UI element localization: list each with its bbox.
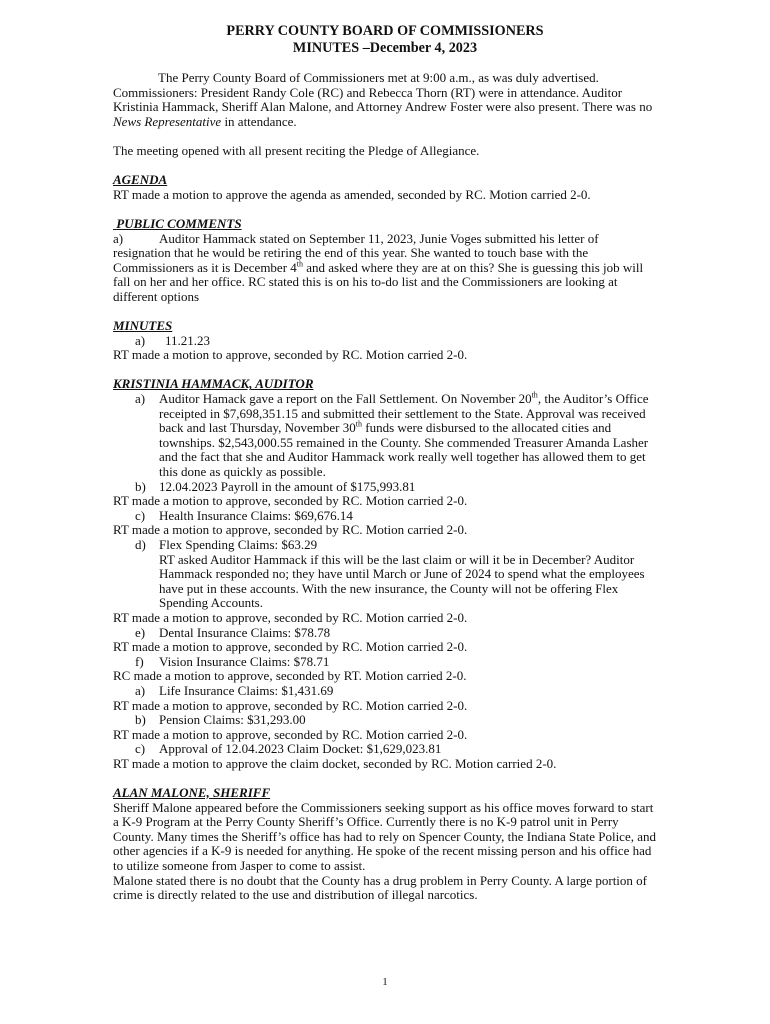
public-comments-heading-text: PUBLIC COMMENTS bbox=[116, 215, 242, 231]
page-number: 1 bbox=[382, 976, 388, 988]
auditor-item-a bbox=[113, 392, 658, 480]
public-comment-text-end: and asked where they are at on this? She is guessing this job will fall on her and her office. RC stated this is on his to-do list and the Commissioners are looking at different options bbox=[113, 259, 644, 304]
minutes-motion: RT made a motion to approve, seconded by RC. Motion carried 2-0. bbox=[113, 347, 468, 363]
life-claims-text: Life Insurance Claims: $1,431.69 bbox=[159, 682, 334, 698]
agenda-heading: AGENDA bbox=[113, 172, 168, 188]
item-label: c) bbox=[135, 507, 146, 523]
auditor-heading: KRISTINIA HAMMACK, AUDITOR bbox=[113, 376, 314, 392]
item-label: e) bbox=[135, 624, 146, 640]
motion-line: RT made a motion to approve, seconded by RC. Motion carried 2-0. bbox=[113, 697, 468, 713]
document-title bbox=[0, 23, 770, 57]
minutes-date-title: MINUTES –December 4, 2023 bbox=[292, 40, 478, 56]
claim-docket-text: Approval of 12.04.2023 Claim Docket: $1,629,023.81 bbox=[159, 741, 442, 757]
fall-settlement-text bbox=[159, 392, 658, 480]
payroll-text: 12.04.2023 Payroll in the amount of $175,993.81 bbox=[159, 478, 416, 494]
fall-settlement-text-1: Auditor Hamack gave a report on the Fall Settlement. On November 20 bbox=[159, 391, 532, 407]
item-label: f) bbox=[135, 653, 144, 669]
item-label: b) bbox=[135, 478, 146, 494]
motion-line: RC made a motion to approve, seconded by RT. Motion carried 2-0. bbox=[113, 668, 467, 684]
intro-text: The Perry County Board of Commissioners met at 9:00 a.m., as was duly advertised. Commissioners: President Randy Cole (RC) and Rebecca Thorn (RT) were in attendance. Auditor Kristinia Hammack, Sheriff Alan Malone, and Attorney Andrew Foster were also present. There was no bbox=[113, 70, 653, 115]
auditor-item-claim-docket bbox=[113, 742, 658, 757]
fall-settlement-text-2: , the Auditor’s Office receipted in $7,698,351.15 and submitted their settlement to the State. Approval was received back and last Thursday, November 30 bbox=[159, 391, 649, 436]
auditor-item-life bbox=[113, 684, 658, 699]
agenda-motion: RT made a motion to approve the agenda as amended, seconded by RC. Motion carried 2-0. bbox=[113, 186, 591, 202]
item-label: c) bbox=[135, 741, 146, 757]
ordinal-suffix: th bbox=[531, 390, 538, 400]
auditor-item-d bbox=[113, 538, 658, 553]
health-claims-text: Health Insurance Claims: $69,676.14 bbox=[159, 507, 353, 523]
flex-spending-text: Flex Spending Claims: $63.29 bbox=[159, 537, 318, 552]
item-label: a) bbox=[113, 230, 124, 246]
intro-text-end: in attendance. bbox=[221, 113, 297, 129]
item-label: a) bbox=[135, 682, 146, 698]
auditor-item-e bbox=[113, 626, 658, 641]
item-label: b) bbox=[135, 712, 146, 728]
sheriff-heading: ALAN MALONE, SHERIFF bbox=[113, 785, 271, 801]
motion-line: RT made a motion to approve, seconded by RC. Motion carried 2-0. bbox=[113, 609, 468, 625]
pension-claims-text: Pension Claims: $31,293.00 bbox=[159, 712, 306, 728]
sheriff-paragraph-2: Malone stated there is no doubt that the County has a drug problem in Perry County. A large portion of crime is directly related to the use and distribution of illegal narcotics. bbox=[113, 872, 647, 903]
intro-paragraph bbox=[113, 71, 658, 129]
pledge-paragraph: The meeting opened with all present reciting the Pledge of Allegiance. bbox=[113, 142, 480, 158]
motion-line: RT made a motion to approve, seconded by RC. Motion carried 2-0. bbox=[113, 522, 468, 538]
auditor-item-f bbox=[113, 655, 658, 670]
public-comments-heading bbox=[113, 217, 658, 232]
motion-line: RT made a motion to approve the claim docket, seconded by RC. Motion carried 2-0. bbox=[113, 755, 557, 771]
motion-line: RT made a motion to approve, seconded by RC. Motion carried 2-0. bbox=[113, 726, 468, 742]
sheriff-paragraph-1: Sheriff Malone appeared before the Commissioners seeking support as his office moves forward to start a K-9 Program at the Perry County Sheriff’s Office. Currently there is no K-9 patrol unit in Perry County. Many times the Sheriff’s office has had to rely on Spencer County, the Indiana State Police, and other agencies if a K-9 is needed for anything. He spoke of the recent missing person and his office had to utilize someone from Jasper to come to assist. bbox=[113, 799, 656, 874]
fall-settlement-text-3: funds were disbursed to the allocated cities and townships. $2,543,000.55 remained in the County. She commended Treasurer Amanda Lasher and the fact that she and Auditor Hammack work really well together has allowed them to get this done as quickly as possible. bbox=[159, 420, 649, 480]
auditor-item-c bbox=[113, 509, 658, 524]
ordinal-suffix: th bbox=[296, 259, 304, 269]
dental-claims-text: Dental Insurance Claims: $78.78 bbox=[159, 624, 331, 640]
vision-claims-text: Vision Insurance Claims: $78.71 bbox=[159, 653, 330, 669]
board-title: PERRY COUNTY BOARD OF COMMISSIONERS bbox=[226, 23, 544, 39]
minutes-item bbox=[113, 334, 658, 349]
minutes-heading: MINUTES bbox=[113, 318, 173, 334]
minutes-date: 11.21.23 bbox=[165, 332, 211, 348]
motion-line: RT made a motion to approve, seconded by RC. Motion carried 2-0. bbox=[113, 493, 468, 509]
flex-spending-detail: RT asked Auditor Hammack if this will be the last claim or will it be in December? Auditor Hammack responded no; they have until March or June of 2024 to spend what the employees have put in these accounts. With the new insurance, the County will not be offering Flex Spending Accounts. bbox=[159, 551, 645, 611]
item-label: a) bbox=[135, 332, 146, 348]
item-label: d) bbox=[135, 537, 146, 552]
auditor-item-pension bbox=[113, 713, 658, 728]
item-label: a) bbox=[135, 391, 146, 407]
auditor-item-b bbox=[113, 480, 658, 495]
news-representative-text: News Representative bbox=[113, 113, 222, 129]
motion-line: RT made a motion to approve, seconded by RC. Motion carried 2-0. bbox=[113, 639, 468, 655]
document-body bbox=[113, 71, 658, 903]
ordinal-suffix: th bbox=[355, 419, 362, 429]
public-comment-item bbox=[113, 232, 658, 305]
public-comment-text: Auditor Hammack stated on September 11, 2023, Junie Voges submitted his letter of resignation that he would be retiring the end of this year. She wanted to touch base with the Commissioners as it is December 4 bbox=[113, 230, 599, 275]
